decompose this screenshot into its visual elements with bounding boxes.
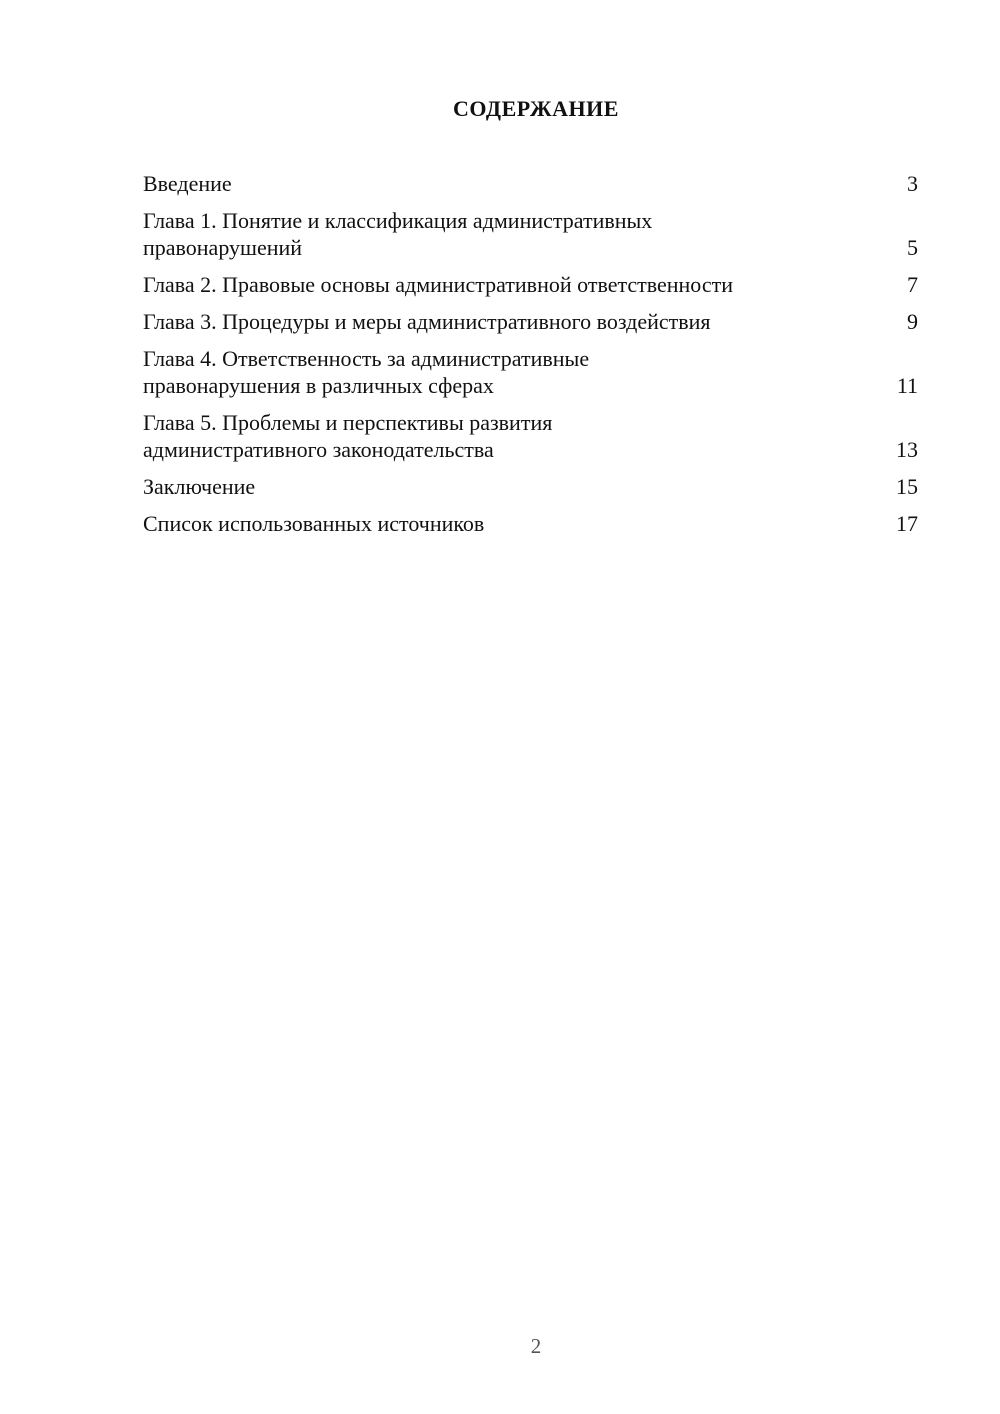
toc-entry-page: 17 <box>896 511 918 536</box>
toc-entry-title: Глава 3. Процедуры и меры административного воздействия <box>143 309 711 334</box>
toc-entry-chapter-1 <box>143 207 918 261</box>
toc-entry-chapter-5 <box>143 409 918 463</box>
toc-entry-page: 9 <box>907 309 918 334</box>
toc-entry-page: 7 <box>907 272 918 297</box>
toc-entry-title: Глава 4. Ответственность за административные правонарушения в различных сферах <box>143 346 590 398</box>
toc-entry-introduction <box>143 170 918 197</box>
table-of-contents <box>143 170 918 547</box>
toc-entry-page: 15 <box>896 474 918 499</box>
toc-entry-page: 3 <box>907 171 918 196</box>
page-title: СОДЕРЖАНИЕ <box>453 96 619 121</box>
toc-entry-chapter-2 <box>143 271 918 298</box>
toc-entry-page: 11 <box>896 373 918 398</box>
toc-entry-title: Список использованных источников <box>143 511 485 536</box>
toc-entry-page: 5 <box>907 235 918 260</box>
toc-entry-chapter-4 <box>143 345 918 399</box>
page-number: 2 <box>530 1334 542 1358</box>
toc-entry-title: Глава 5. Проблемы и перспективы развития административного законодательства <box>143 410 553 462</box>
toc-entry-title: Заключение <box>143 474 256 499</box>
toc-entry-title: Глава 2. Правовые основы административной ответственности <box>143 272 733 297</box>
toc-entry-references <box>143 510 918 537</box>
toc-entry-title: Введение <box>143 171 232 196</box>
toc-entry-conclusion <box>143 473 918 500</box>
toc-entry-title: Глава 1. Понятие и классификация административных правонарушений <box>143 208 653 260</box>
toc-entry-chapter-3 <box>143 308 918 335</box>
toc-entry-page: 13 <box>896 437 918 462</box>
